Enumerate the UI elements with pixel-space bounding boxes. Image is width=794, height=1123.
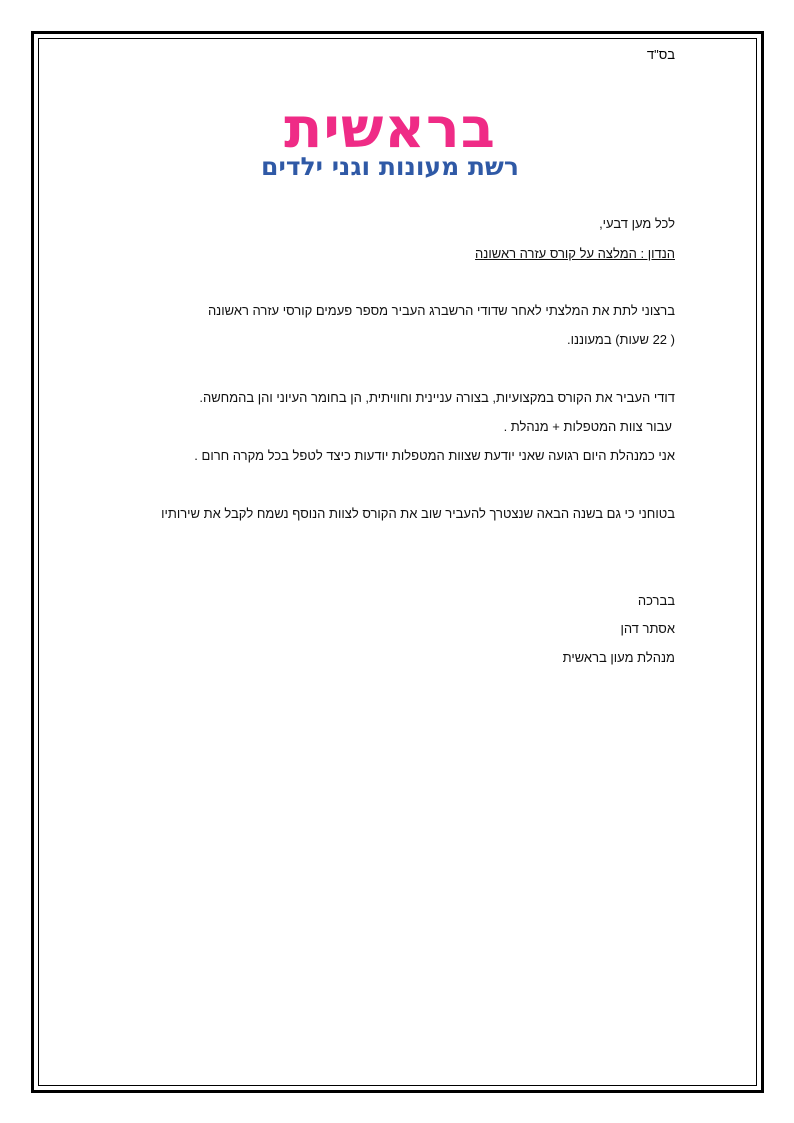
- signature-name: אסתר דהן: [620, 621, 675, 636]
- paragraph-3-line-1: בטוחני כי גם בשנה הבאה שנצטרך להעביר שוב את הקורס לצוות הנוסף נשמח לקבל את שירותיו: [161, 506, 675, 521]
- logo-title: בראשית: [284, 96, 496, 161]
- closing: בברכה: [637, 593, 675, 608]
- paragraph-1-line-2: ( 22 שעות) במעוננו.: [566, 332, 675, 347]
- paragraph-2-line-2: עבור צוות המטפלות + מנהלת .: [503, 419, 672, 434]
- logo: [155, 96, 625, 181]
- bsd-header: בס"ד: [646, 47, 675, 62]
- subject-line: הנדון : המלצה על קורס עזרה ראשונה: [475, 246, 675, 261]
- paragraph-2-line-1: דודי העביר את הקורס במקצועיות, בצורה עניינית וחוויתית, הן בחומר העיוני והן בהמחשה.: [199, 390, 675, 405]
- paragraph-2-line-3: אני כמנהלת היום רגועה שאני יודעת שצוות המטפלות יודעות כיצד לטפל בכל מקרה חרום .: [194, 448, 675, 463]
- signature-title: מנהלת מעון בראשית: [562, 650, 675, 665]
- paragraph-1-line-1: ברצוני לתת את המלצתי לאחר שדודי הרשברג העביר מספר פעמים קורסי עזרה ראשונה: [207, 303, 675, 318]
- page-border-inner: [38, 38, 757, 1086]
- greeting: לכל מען דבעי,: [599, 216, 675, 231]
- logo-subtitle: רשת מעונות וגני ילדים: [261, 152, 519, 181]
